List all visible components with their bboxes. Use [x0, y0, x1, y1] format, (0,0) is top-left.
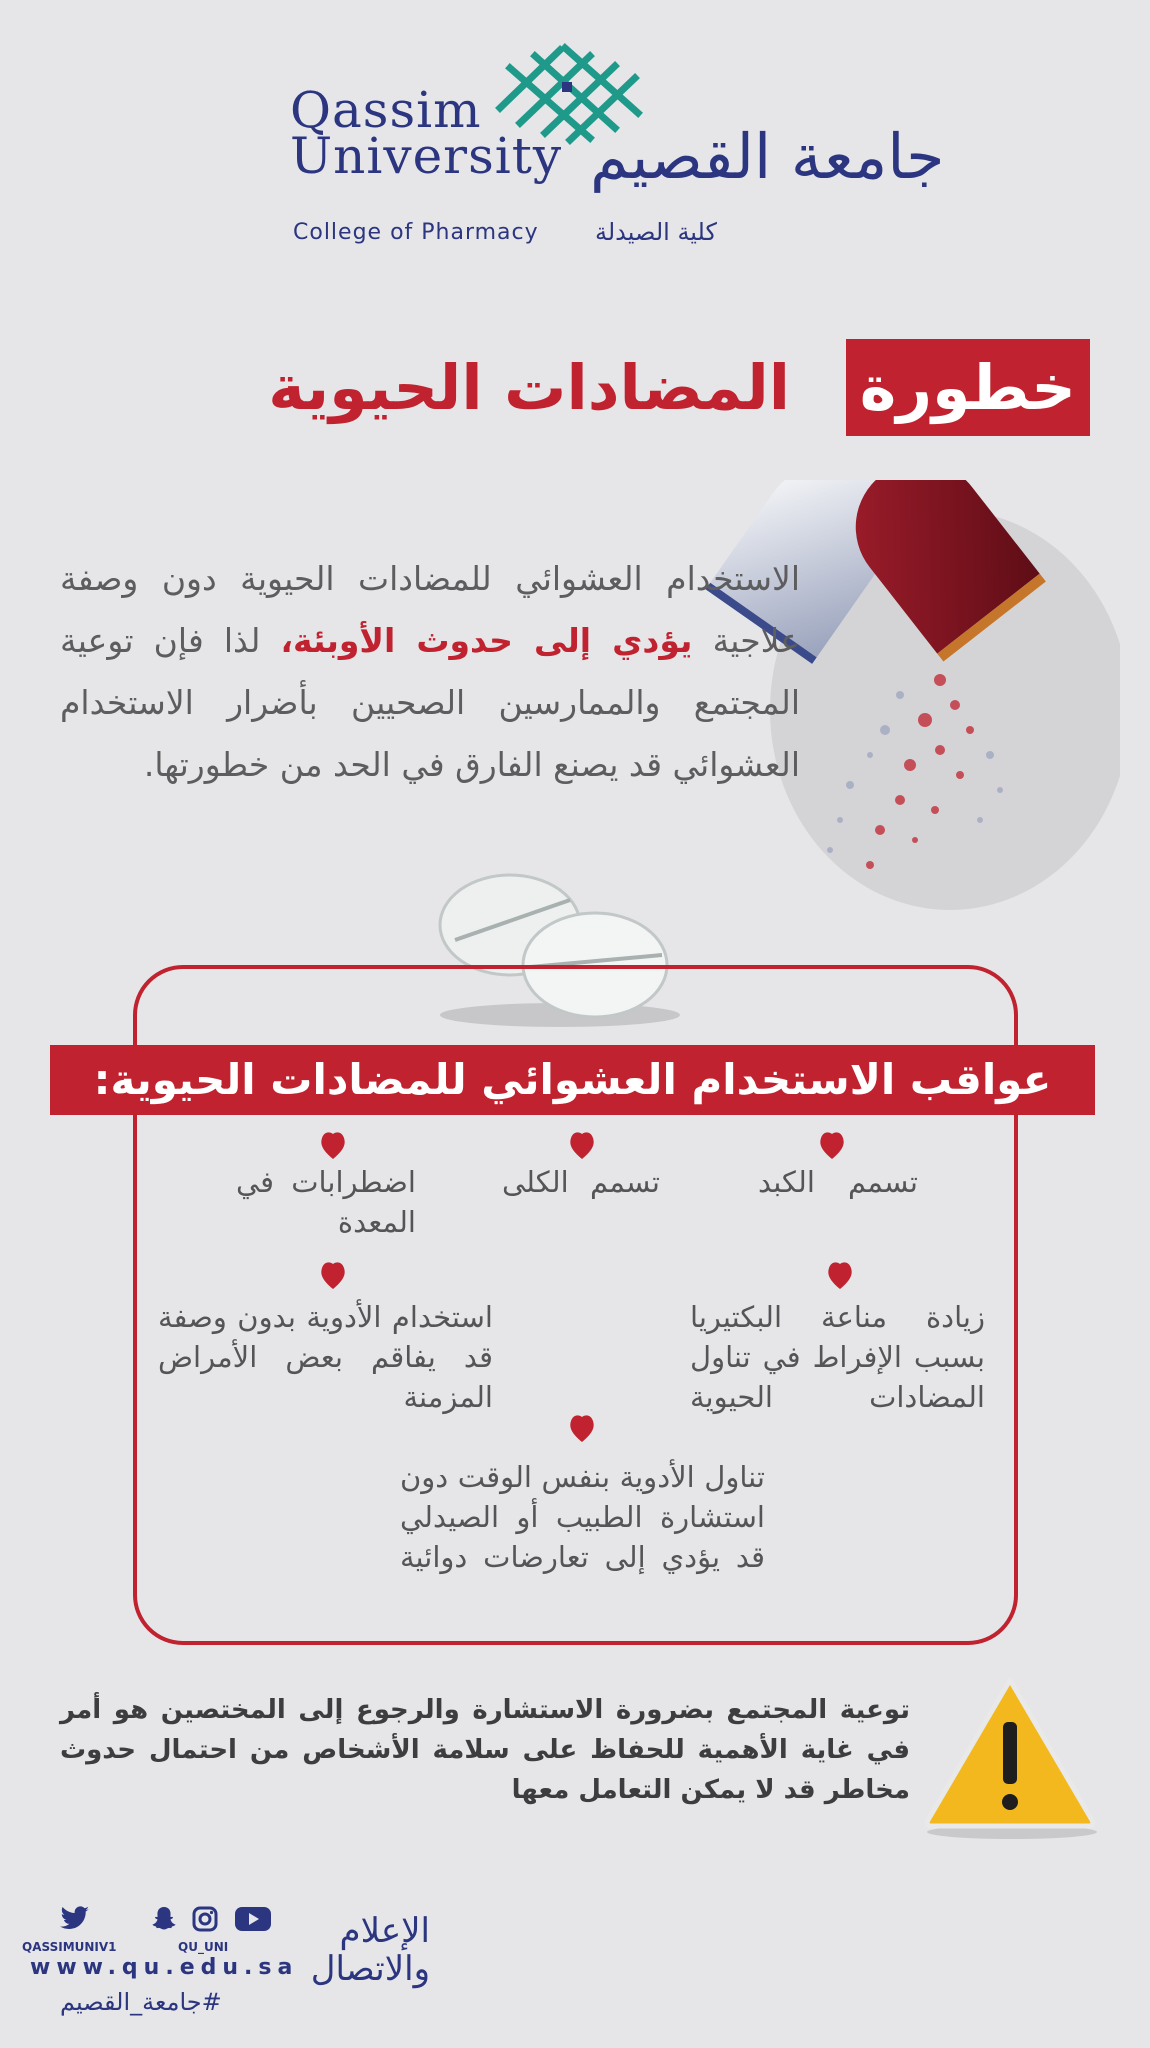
- website-link[interactable]: www.qu.edu.sa: [30, 1955, 299, 1980]
- consequence-item: تناول الأدوية بنفس الوقت دون استشارة الطبيب أو الصيدلي قد يؤدي إلى تعارضات دوائية: [400, 1460, 765, 1574]
- page-title: [60, 335, 1090, 440]
- logo-en-line1: Qassim: [290, 81, 482, 139]
- logo-english: [290, 81, 563, 185]
- media-logo-line1: الإعلام: [339, 1911, 430, 1951]
- media-department-logo: [300, 1912, 430, 1988]
- bullet-drop-icon: [817, 1130, 847, 1160]
- college-name-en: College of Pharmacy: [293, 220, 539, 245]
- college-name-ar: كلية الصيدلة: [595, 218, 717, 246]
- logo-arabic: جامعة القصيم: [590, 120, 945, 193]
- hashtag: #جامعة_القصيم: [60, 1988, 222, 2016]
- intro-part1: الاستخدام العشوائي للمضادات الحيوية دون وصفة علاجية: [60, 559, 800, 660]
- snapchat-handle: QU_UNI: [178, 1940, 229, 1954]
- consequence-item: تسمم الكلى: [502, 1165, 660, 1199]
- bullet-drop-icon: [567, 1413, 597, 1443]
- title-rest: المضادات الحيوية: [268, 351, 790, 424]
- title-highlight: خطورة: [846, 339, 1090, 436]
- youtube-icon[interactable]: [234, 1906, 272, 1932]
- warning-icon: [920, 1672, 1100, 1842]
- bullet-drop-icon: [318, 1260, 348, 1290]
- intro-highlight: يؤدي إلى حدوث الأوبئة،: [280, 621, 693, 660]
- instagram-icon[interactable]: [192, 1906, 218, 1932]
- consequence-item: تسمم الكبد: [758, 1165, 918, 1199]
- snapchat-icon[interactable]: [150, 1905, 178, 1933]
- advice-text: توعية المجتمع بضرورة الاستشارة والرجوع إلى المختصين هو أمر في غاية الأهمية للحفاظ على سلامة الأشخاص من احتمال حدوث مخاطر قد لا يمكن التعامل معها: [60, 1695, 910, 1805]
- intro-paragraph: [60, 548, 800, 796]
- bullet-drop-icon: [825, 1260, 855, 1290]
- bullet-drop-icon: [567, 1130, 597, 1160]
- consequence-item: اضطرابات في المعدة: [236, 1165, 416, 1239]
- twitter-icon[interactable]: [58, 1905, 90, 1933]
- media-logo-line2: والاتصال: [310, 1949, 430, 1989]
- bullet-drop-icon: [318, 1130, 348, 1160]
- consequence-item: زيادة مناعة البكتيريا بسبب الإفراط في تناول المضادات الحيوية: [690, 1300, 985, 1414]
- twitter-handle: QASSIMUNIV1: [22, 1940, 117, 1954]
- consequences-heading: عواقب الاستخدام العشوائي للمضادات الحيوية:: [50, 1045, 1095, 1115]
- logo-en-line2: University: [290, 127, 563, 185]
- intro-part2: لذا فإن توعية المجتمع والممارسين الصحيين بأضرار الاستخدام العشوائي قد يصنع الفارق في الحد من خطورتها.: [60, 621, 800, 784]
- consequence-item: استخدام الأدوية بدون وصفة قد يفاقم بعض الأمراض المزمنة: [158, 1300, 493, 1414]
